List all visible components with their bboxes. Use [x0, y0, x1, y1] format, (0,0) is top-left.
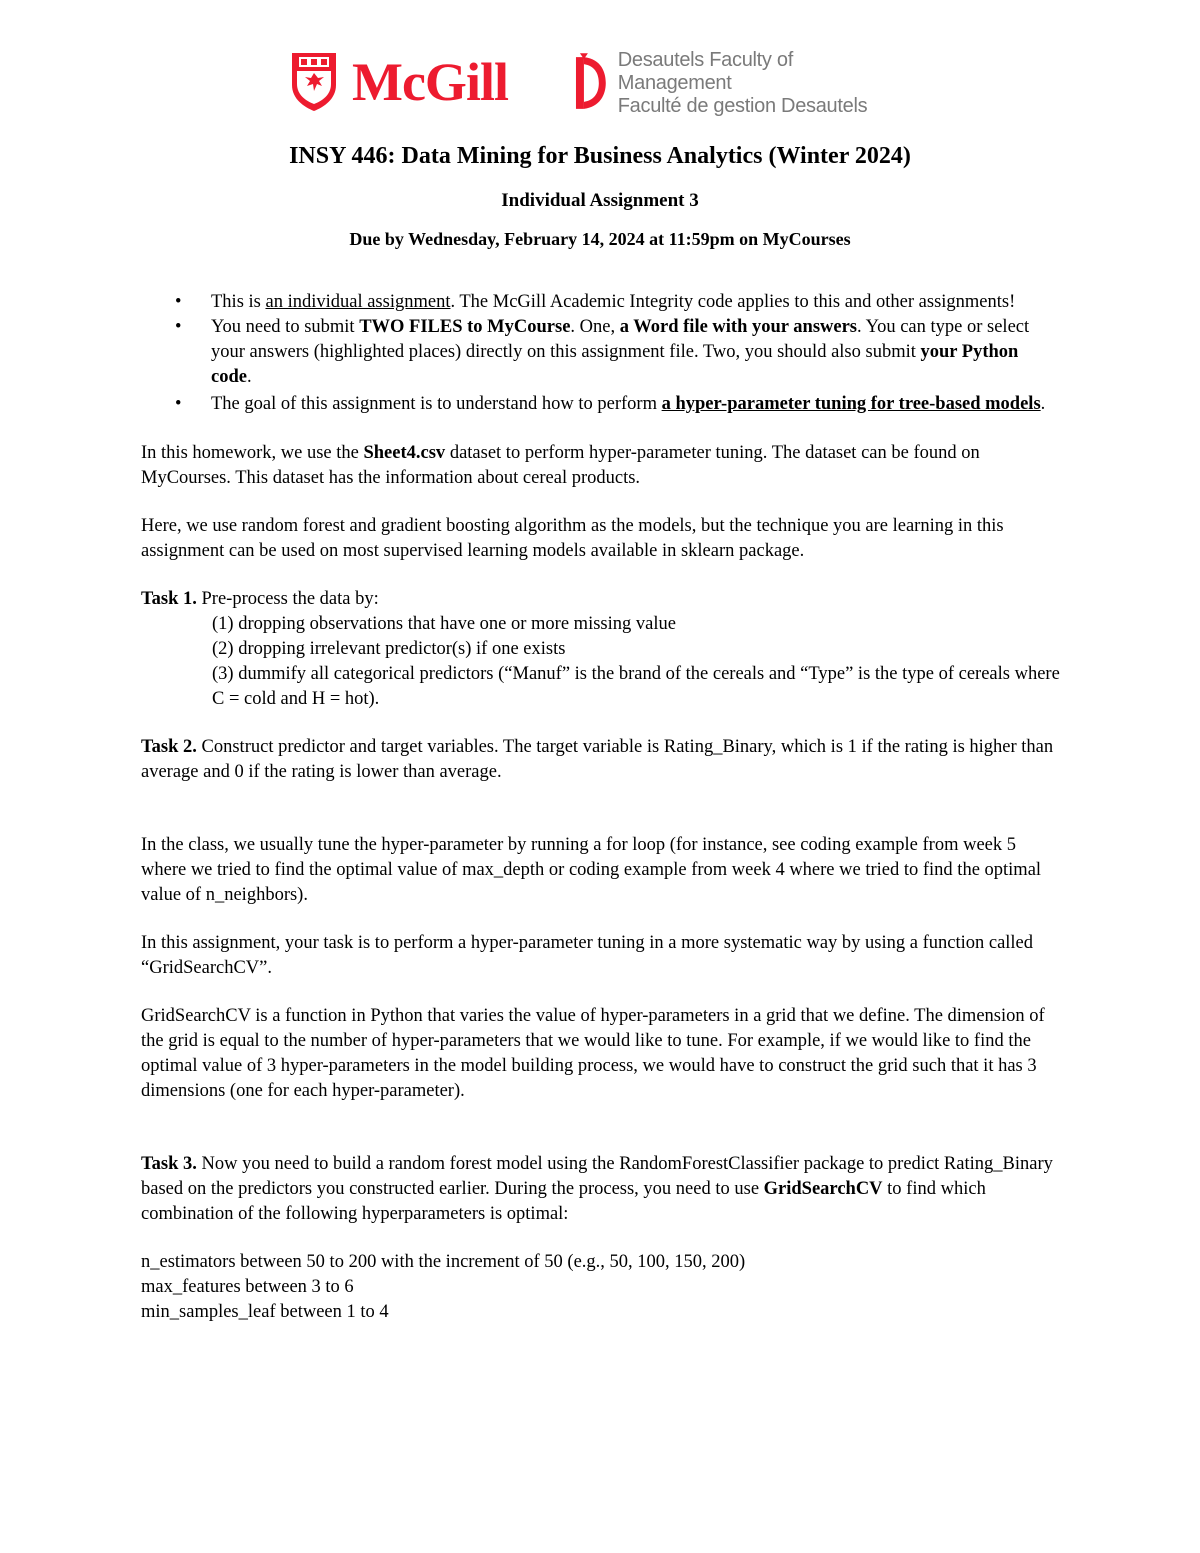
list-item — [175, 290, 1061, 315]
hyperparam-line: n_estimators between 50 to 200 with the increment of 50 (e.g., 50, 100, 150, 200) — [141, 1252, 746, 1272]
mcgill-logo — [290, 50, 508, 114]
task-label: Task 1. — [141, 589, 197, 609]
intro-paragraph — [141, 441, 1061, 491]
text-run: . The McGill Academic Integrity code applies to this and other assignments! — [450, 292, 1016, 312]
list-item — [175, 390, 1061, 418]
task-label: Task 2. — [141, 737, 197, 757]
document-body — [141, 290, 1061, 1325]
assignment-paragraph: In this assignment, your task is to perform a hyper-parameter tuning in a more systematic way by using a function called “GridSearchCV”. — [141, 933, 1034, 978]
text-run: Pre-process the data by: — [196, 589, 379, 609]
task-label: Task 3. — [141, 1154, 197, 1174]
hyperparam-line: max_features between 3 to 6 — [141, 1277, 354, 1297]
task1-step: (3) dummify all categorical predictors (“Manuf” is the brand of the cereals and “Type” is the type of cereals where C = cold and H = hot). — [212, 664, 1060, 709]
mcgill-wordmark: McGill — [352, 52, 508, 112]
gridsearch-paragraph: GridSearchCV is a function in Python that varies the value of hyper-parameters in a grid that we define. The dimension of the grid is equal to the number of hyper-parameters that we would like to tune. For example, if we would like to find the optimal value of 3 hyper-parameters in the model building process, we would have to construct the grid such that it has 3 dimensions (one for each hyper-parameter). — [141, 1006, 1045, 1101]
task3-paragraph — [141, 1152, 1061, 1227]
text-run: . — [246, 367, 252, 387]
bullet-icon: • — [175, 292, 182, 312]
text-run: In this homework, we use the — [141, 443, 364, 463]
text-run: to find which combination of the following hyperparameters is optimal: — [141, 1179, 986, 1224]
bullet-icon: • — [175, 394, 182, 414]
desautels-logo — [572, 48, 910, 118]
course-title: INSY 446: Data Mining for Business Analytics (Winter 2024) — [289, 143, 911, 169]
task1-heading — [141, 587, 1061, 612]
task2-paragraph — [141, 735, 1061, 785]
assignment-title: Individual Assignment 3 — [501, 190, 699, 211]
text-run: Now you need to build a random forest model using the RandomForestClassifier package to predict Rating_Binary based on the predictors you constructed earlier. During the process, you need to use — [141, 1154, 1053, 1199]
class-paragraph: In the class, we usually tune the hyper-parameter by running a for loop (for instance, see coding example from week 5 where we tried to find the optimal value of max_depth or coding example from week 4 where we tried to find the optimal value of n_neighbors). — [141, 835, 1042, 905]
task1-step: (2) dropping irrelevant predictor(s) if one exists — [212, 639, 566, 659]
desautels-wordmark — [618, 49, 910, 118]
bold-text: GridSearchCV — [763, 1179, 883, 1199]
bullet-icon: • — [175, 317, 182, 337]
mcgill-crest-icon — [290, 51, 338, 113]
desautels-line-french: Faculté de gestion Desautels — [617, 94, 868, 117]
text-run: Construct predictor and target variables. The target variable is Rating_Binary, which is 1 if the rating is higher than average and 0 if the rating is lower than average. — [141, 737, 1054, 782]
hyperparam-line: min_samples_leaf between 1 to 4 — [141, 1302, 389, 1322]
models-paragraph: Here, we use random forest and gradient boosting algorithm as the models, but the technique you are learning in this assignment can be used on most supervised learning models available in sklearn package. — [141, 516, 1004, 561]
due-date: Due by Wednesday, February 14, 2024 at 11:59pm on MyCourses — [349, 229, 851, 249]
text-run: dataset to perform hyper-parameter tuning. The dataset can be found on MyCourses. This dataset has the information about cereal products. — [141, 443, 980, 488]
bold-text: your Python code — [211, 342, 1019, 387]
desautels-line-english: Desautels Faculty of Management — [617, 48, 793, 94]
dataset-name: Sheet4.csv — [363, 443, 446, 463]
text-run: . You can type or select your answers (highlighted places) directly on this assignment file. Two, you should also submit — [211, 317, 1030, 362]
desautels-d-icon — [572, 53, 608, 113]
bold-text: TWO FILES to MyCourse — [359, 317, 571, 337]
bold-text: a Word file with your answers — [619, 317, 858, 337]
text-run: This is — [211, 292, 266, 312]
list-item — [175, 315, 1061, 390]
text-run: The goal of this assignment is to understand how to perform — [211, 394, 662, 414]
underlined-text: an individual assignment — [265, 292, 451, 312]
text-run: You need to submit — [211, 317, 360, 337]
bold-underlined-text: a hyper-parameter tuning for tree-based models — [661, 394, 1041, 414]
text-run: . One, — [570, 317, 620, 337]
logo-header — [290, 46, 910, 118]
instructions-list — [141, 290, 1061, 418]
task1-step: (1) dropping observations that have one or more missing value — [212, 614, 676, 634]
text-run: . — [1040, 394, 1046, 414]
